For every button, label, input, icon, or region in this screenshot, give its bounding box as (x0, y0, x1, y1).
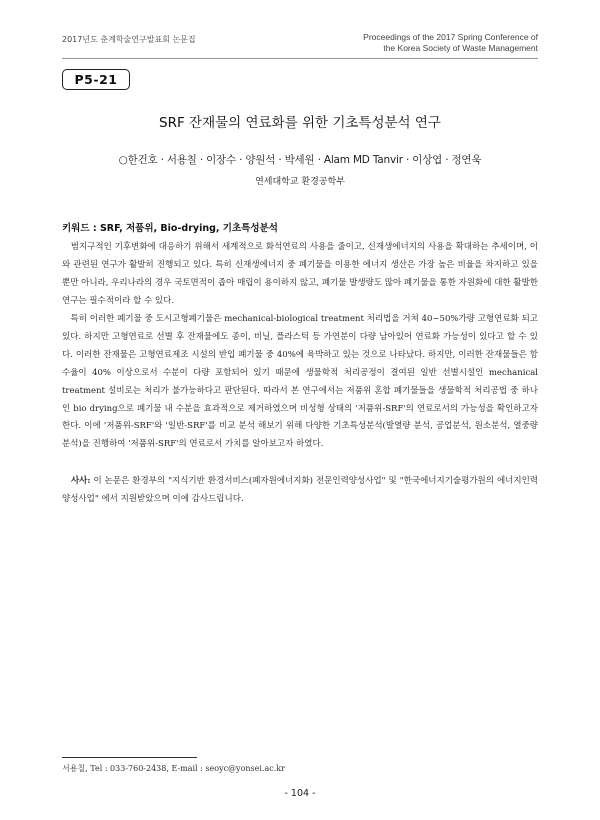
header-proceedings-line2: the Korea Society of Waste Management (383, 43, 538, 53)
header-proceedings-title (363, 32, 538, 54)
keywords: 키워드 : SRF, 저품위, Bio-drying, 기초특성분석 (62, 223, 278, 234)
corresponding-author-footnote: 서용칠, Tel : 033-760-2438, E-mail : seoyc@yonsei.ac.kr (62, 764, 285, 773)
body-paragraph-1-text: 범지구적인 기후변화에 대응하기 위해서 세계적으로 화석연료의 사용을 줄이고, 신재생에너지의 사용을 확대하는 추세이며, 이와 관련된 연구가 활발히 진행되고 있다. 특히 신재생에너지 중 폐기물을 이용한 에너지 생산은 가장 높은 비율을 차지하고 있을 뿐만 아니라, 우리나라의 경우 국토면적이 좁아 매립이 용이하지 않고, 폐기물 발생량도 많아 폐기물을 통한 자원화에 대한 활발한 연구는 필수적이라 할 수 있다. (62, 242, 539, 306)
header-conference-title-ko: 2017년도 춘계학술연구발표회 논문집 (62, 35, 196, 44)
acknowledgement (62, 472, 538, 508)
body-paragraph-1 (62, 239, 538, 311)
header-proceedings-line1: Proceedings of the 2017 Spring Conference of (363, 32, 538, 42)
acknowledgement-label: 사사: (70, 476, 91, 486)
author-affiliation: 연세대학교 환경공학부 (255, 177, 345, 187)
acknowledgement-text: 이 논문은 환경부의 "지식기반 환경서비스(폐자원에너지화) 전문인력양성사업" 및 "한국에너지기술평가원의 에너지인력양성사업" 에서 지원받았으며 이에 감사드립니다. (62, 476, 538, 504)
author-list: ○한건호 · 서용칠 · 이장수 · 양원석 · 박세원 · Alam MD Tanvir · 이상엽 · 정연욱 (118, 154, 482, 166)
paper-id-badge: P5-21 (62, 69, 130, 90)
body-paragraph-2-text: 특히 이러한 폐기물 중 도시고형폐기물은 mechanical-biological treatment 처리법을 거쳐 40~50%가량 고형연료화 되고 있다. 하지만 고형연료로 선별 후 잔재물에도 종이, 비닐, 플라스틱 등 가연분이 다량 남아있어 연료화 가능성이 있다고 할 수 있다. 이러한 잔재물은 고형연료제조 시설의 반입 폐기물 중 40%에 육박하고 있는 것으로 나타났다. 하지만, 이러한 잔재물들은 함수율이 40% 이상으로서 수분이 다량 포함되어 있기 때문에 생물학적 처리공정이 결여된 일반 선별시설인 mechanical treatment 설비로는 처리가 불가능하다고 판단된다. 따라서 본 연구에서는 저품위 혼합 폐기물들을 생물학적 처리공법 중 하나인 bio drying으로 폐기물 내 수분을 효과적으로 제거하였으며 비성형 상태의 '저품위-SRF'의 연료로서의 가능성을 확인하고자 한다. 이에 '저품위-SRF'와 '일반-SRF'를 비교 분석 해보기 위해 다양한 기초특성분석(발열량 분석, 공업분석, 원소분석, 열중량 분석)을 진행하여 '저품위-SRF'의 연료로서 가치를 알아보고자 하였다. (62, 314, 539, 450)
paper-title: SRF 잔재물의 연료화를 위한 기초특성분석 연구 (159, 115, 441, 131)
header-divider (62, 58, 538, 59)
page-number: - 104 - (284, 788, 316, 799)
footnote-divider (62, 757, 197, 758)
body-paragraph-2 (62, 311, 538, 454)
